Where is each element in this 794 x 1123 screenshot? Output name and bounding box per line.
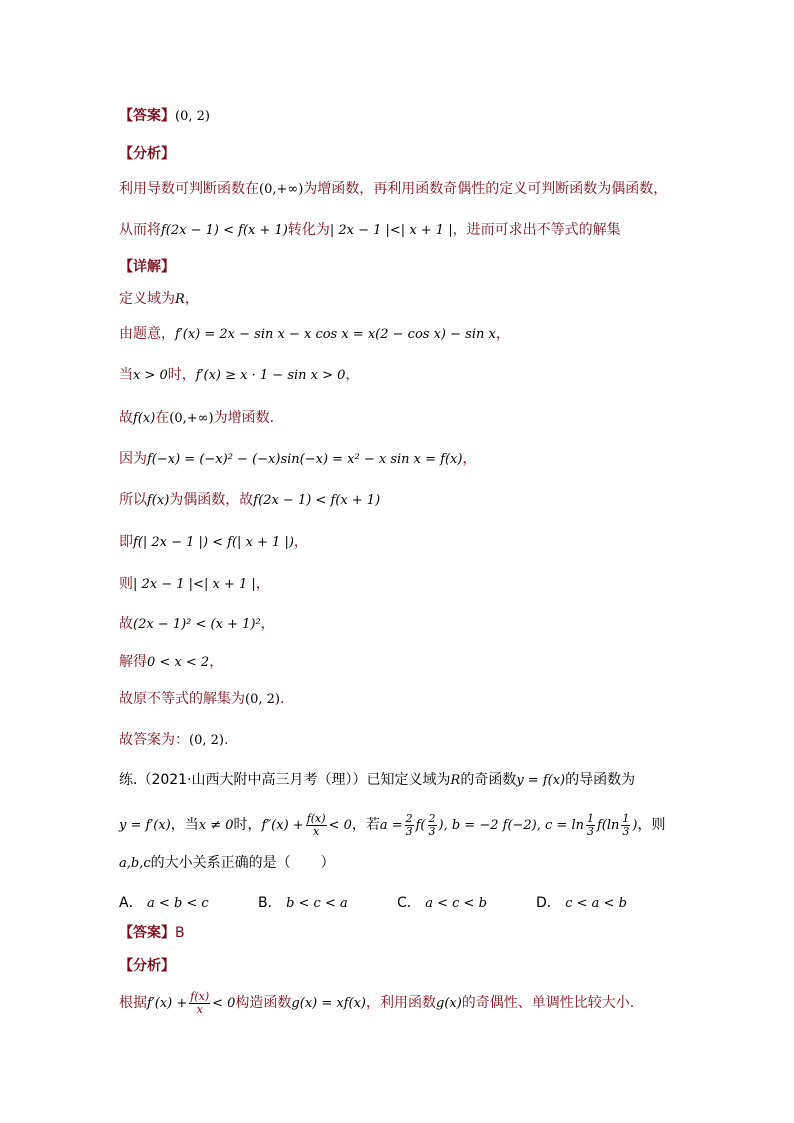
fraction: $\frac{2}{3}$ (428, 811, 436, 838)
option-a: A． a < b < c (119, 895, 209, 911)
detail-label: 【详解】 (119, 259, 175, 275)
option-d: D． c < a < b (536, 895, 627, 911)
analysis-heading (119, 144, 175, 164)
analysis-text-line-2: 从而将f(2x − 1) < f(x + 1)转化为| 2x − 1 |<| x + 1 |，进而可求出不等式的解集 (119, 222, 621, 238)
detail-line-8: 则| 2x − 1 |<| x + 1 |， (119, 576, 270, 592)
detail-line-6: 所以f(x)为偶函数，故f(2x − 1) < f(x + 1) (119, 492, 381, 508)
answer2-label: 【答案】 (119, 925, 175, 941)
answer2-value: B (175, 925, 185, 941)
options-row (119, 893, 675, 914)
analysis2-heading (119, 956, 175, 976)
detail-line-9: 故(2x − 1)² < (x + 1)²， (119, 616, 275, 632)
answer2-line (119, 923, 185, 943)
answer-line (119, 106, 210, 127)
option-c: C． a < c < b (397, 895, 487, 911)
answer-value: (0, 2) (175, 109, 210, 124)
fraction: $\frac{f(x)}{x}$ (190, 989, 210, 1016)
detail-line-1: 定义域为R， (119, 291, 199, 307)
fraction: $\frac{1}{3}$ (586, 811, 594, 838)
exercise-line-1: 练.（2021·山西大附中高三月考（理））已知定义域为R的奇函数y = f(x)的导函数为 (119, 772, 636, 788)
detail-heading (119, 257, 175, 277)
analysis-label: 【分析】 (119, 146, 175, 162)
option-b: B． b < c < a (258, 895, 348, 911)
exercise-line-2: y = f′(x)，当x ≠ 0时，f″(x) + $\frac{f(x)}{x}$ < 0，若a = $\frac{2}{3}$ f( $\frac{2}{3}$ ), b = −2 f(−2), c = ln $\frac{1}{3}$ f(ln $\frac{1}{3}$ )，则 (119, 811, 666, 838)
fraction: $\frac{f(x)}{x}$ (306, 811, 326, 838)
exercise-line-3: a,b,c的大小关系正确的是（ ） (119, 855, 335, 871)
analysis2-label: 【分析】 (119, 958, 175, 974)
answer-label: 【答案】 (119, 108, 175, 124)
detail-line-4: 故f(x)在(0,+∞)为增函数. (119, 410, 275, 426)
analysis-text-line-1: 利用导数可判断函数在(0,+∞)为增函数，再利用函数奇偶性的定义可判断函数为偶函数， (119, 181, 668, 197)
detail-line-10: 解得0 < x < 2， (119, 654, 224, 670)
detail-line-5: 因为f(−x) = (−x)² − (−x)sin(−x) = x² − x sin x = f(x)， (119, 451, 477, 467)
fraction: $\frac{2}{3}$ (405, 811, 413, 838)
detail-line-2: 由题意，f′(x) = 2x − sin x − x cos x = x(2 − cos x) − sin x， (119, 326, 510, 342)
detail-line-12: 故答案为：(0, 2). (119, 732, 229, 748)
detail-line-3: 当x > 0时，f′(x) ≥ x · 1 − sin x > 0， (119, 367, 360, 383)
fraction: $\frac{1}{3}$ (622, 811, 630, 838)
analysis2-text: 根据f′(x) + $\frac{f(x)}{x}$ < 0构造函数g(x) = xf(x)，利用函数g(x)的奇偶性、单调性比较大小. (119, 989, 635, 1016)
detail-line-7: 即f(| 2x − 1 |) < f(| x + 1 |)， (119, 534, 308, 550)
detail-line-11: 故原不等式的解集为(0, 2). (119, 691, 285, 707)
